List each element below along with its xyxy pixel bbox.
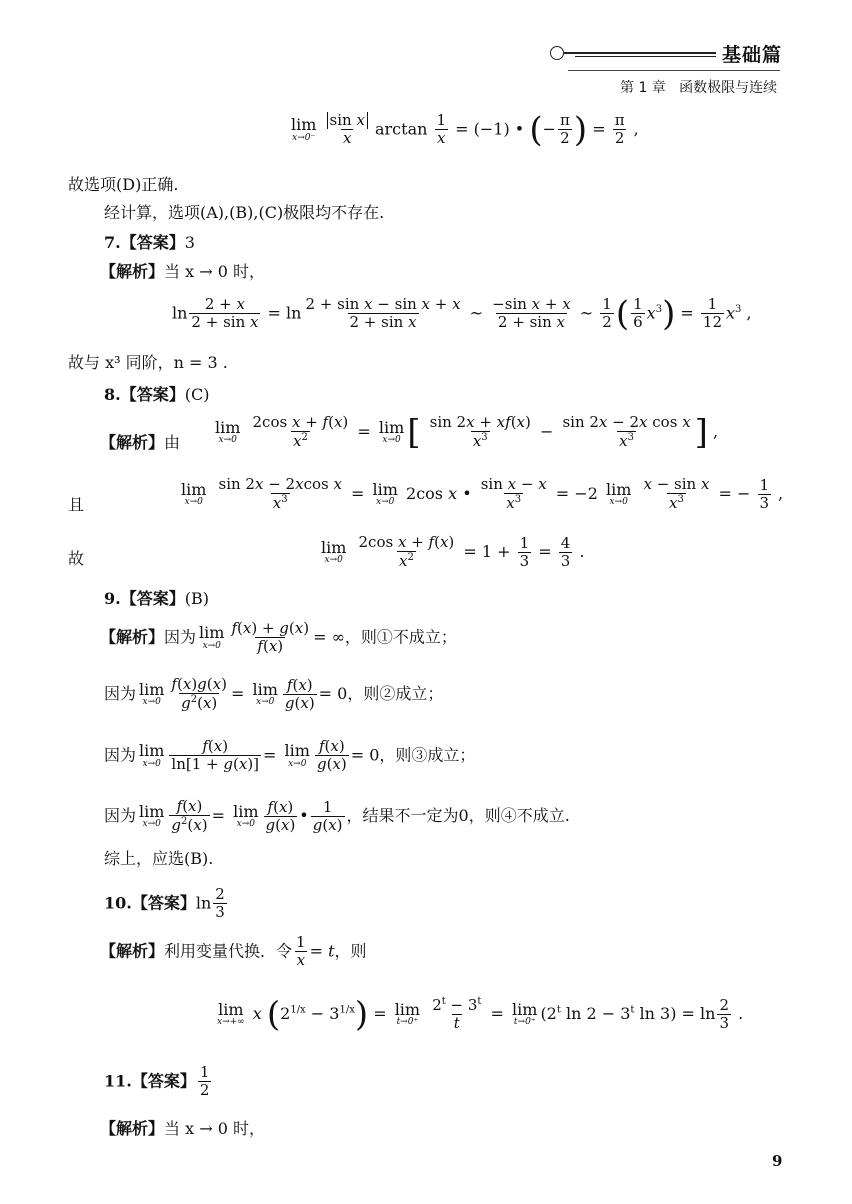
page-number: 9 (772, 1152, 783, 1170)
answer-heading: 10.【答案】ln $\frac{2}{3}$ (104, 885, 225, 922)
answer-heading (104, 230, 195, 253)
analysis-line: 【解析】利用变量代换．令 $\frac{1}{x}$ = t，则 (100, 933, 367, 970)
analysis-tag: 【解析】 (100, 433, 165, 452)
analysis-tag: 【解析】 (100, 627, 165, 647)
analysis-line (100, 259, 265, 282)
question-number: 7. (104, 233, 121, 252)
analysis-tag: 【解析】 (100, 941, 165, 961)
answer-tag: 【答案】 (120, 589, 185, 608)
answer-value: (B) (184, 589, 209, 608)
equation: lim x→0 $\frac{\text{2cos x + f(x)}}{x^2}$ = lim x→0 [ $\frac{\sin 2x + xf(x)}{x^3}$ − $\frac{\text{sin 2x − 2x cos x}}{x^3}$ ] , (215, 412, 719, 453)
equation: lim x→+∞ x $(2^{1/x} - 3^{1/x})$ = lim t→0⁺ $\frac{2^t - 3^t}{t}$ = lim t→0⁺ (2$^t$ $\ln 2 - 3^t$ ln 3) = ln $\frac{2}{3}$ . (217, 994, 744, 1035)
answer-tag: 【答案】 (131, 1071, 196, 1091)
analysis-line (100, 430, 180, 453)
paragraph: 故与 x³ 同阶，n = 3 . (68, 353, 228, 372)
analysis-line: 因为 lim x→0 $\frac{f(x)}{\ln[1 + g(x)]}$ = lim x→0 $\frac{f(x)}{g(x)}$ = 0，则③成立； (104, 737, 476, 774)
analysis-text: 当 x → 0 时， (164, 262, 265, 281)
header-rule (564, 52, 716, 54)
paragraph: 故选项(D)正确. (68, 175, 179, 194)
question-number: 9. (104, 589, 121, 608)
header-underline (568, 70, 780, 71)
paragraph: 综上，应选(B). (104, 849, 214, 868)
question-number: 11. (104, 1071, 132, 1091)
equation: lim x→0⁻ $\frac{\text{sin x}}{x}$ arctan $\frac{1}{x}$ = (−1) • (− $\frac{\pi}{2}$ ) = $\frac{\pi}{2}$ , (291, 109, 639, 150)
equation: ln $\frac{2 + x}{\text{2 + sin x}}$ = ln $\frac{\text{2 + sin x − sin x + x}}{\text{2 + sin x}}$ ~ $\frac{\text{−sin x + x}}{\text{2 + sin x}}$ ~ $\frac{1}{2}$ ( $\frac{1}{6}$ $x^3$) = $\frac{1}{12}$ $x^3$ , (172, 293, 752, 334)
answer-heading: 11.【答案】 $\frac{1}{2}$ (104, 1063, 210, 1100)
analysis-tag: 【解析】 (100, 1119, 165, 1138)
paragraph: 经计算，选项(A),(B),(C)极限均不存在. (104, 203, 385, 222)
answer-tag: 【答案】 (120, 385, 185, 404)
answer-tag: 【答案】 (120, 233, 185, 252)
paragraph: 且 (68, 495, 85, 514)
header-part-label: 基础篇 (722, 44, 783, 66)
question-number: 10. (104, 893, 132, 913)
answer-heading (104, 586, 209, 609)
analysis-tag: 【解析】 (100, 262, 165, 281)
analysis-line: 【解析】因为 lim x→0 $\frac{f(x) + g(x)}{f(x)}$ = ∞，则①不成立； (100, 619, 457, 656)
header-circle-ornament (550, 46, 564, 60)
analysis-text: 由 (164, 433, 181, 452)
equation: lim x→0 $\frac{\text{sin 2x − 2xcos x}}{x^3}$ = lim x→0 2cos x • $\frac{\text{sin x − x}}{x^3}$ = −2 lim x→0 $\frac{\text{x − sin x}}{x^3}$ = − $\frac{1}{3}$ , (181, 475, 784, 513)
answer-heading (104, 382, 209, 405)
analysis-line: 因为 lim x→0 $\frac{f(x)g(x)}{g^2(x)}$ = lim x→0 $\frac{f(x)}{g(x)}$ = 0，则②成立； (104, 675, 444, 713)
equation: lim x→0 $\frac{\text{2cos x + f(x)}}{x^2}$ = 1 + $\frac{1}{3}$ = $\frac{4}{3}$ . (321, 533, 585, 571)
answer-value: (C) (184, 385, 210, 404)
paragraph: 故 (68, 549, 85, 568)
header-rule (575, 56, 716, 57)
header-chapter-label: 第 1 章 函数极限与连续 (620, 80, 778, 96)
answer-value: 3 (184, 233, 195, 252)
analysis-line: 因为 lim x→0 $\frac{f(x)}{g^2(x)}$ = lim x→0 $\frac{f(x)}{g(x)}$ • $\frac{1}{g(x)}$ ，结果不一定为0，则④不成立. (104, 797, 570, 835)
analysis-line (100, 1116, 265, 1139)
answer-tag: 【答案】 (131, 893, 196, 913)
analysis-text: 当 x → 0 时， (164, 1119, 265, 1138)
question-number: 8. (104, 385, 121, 404)
